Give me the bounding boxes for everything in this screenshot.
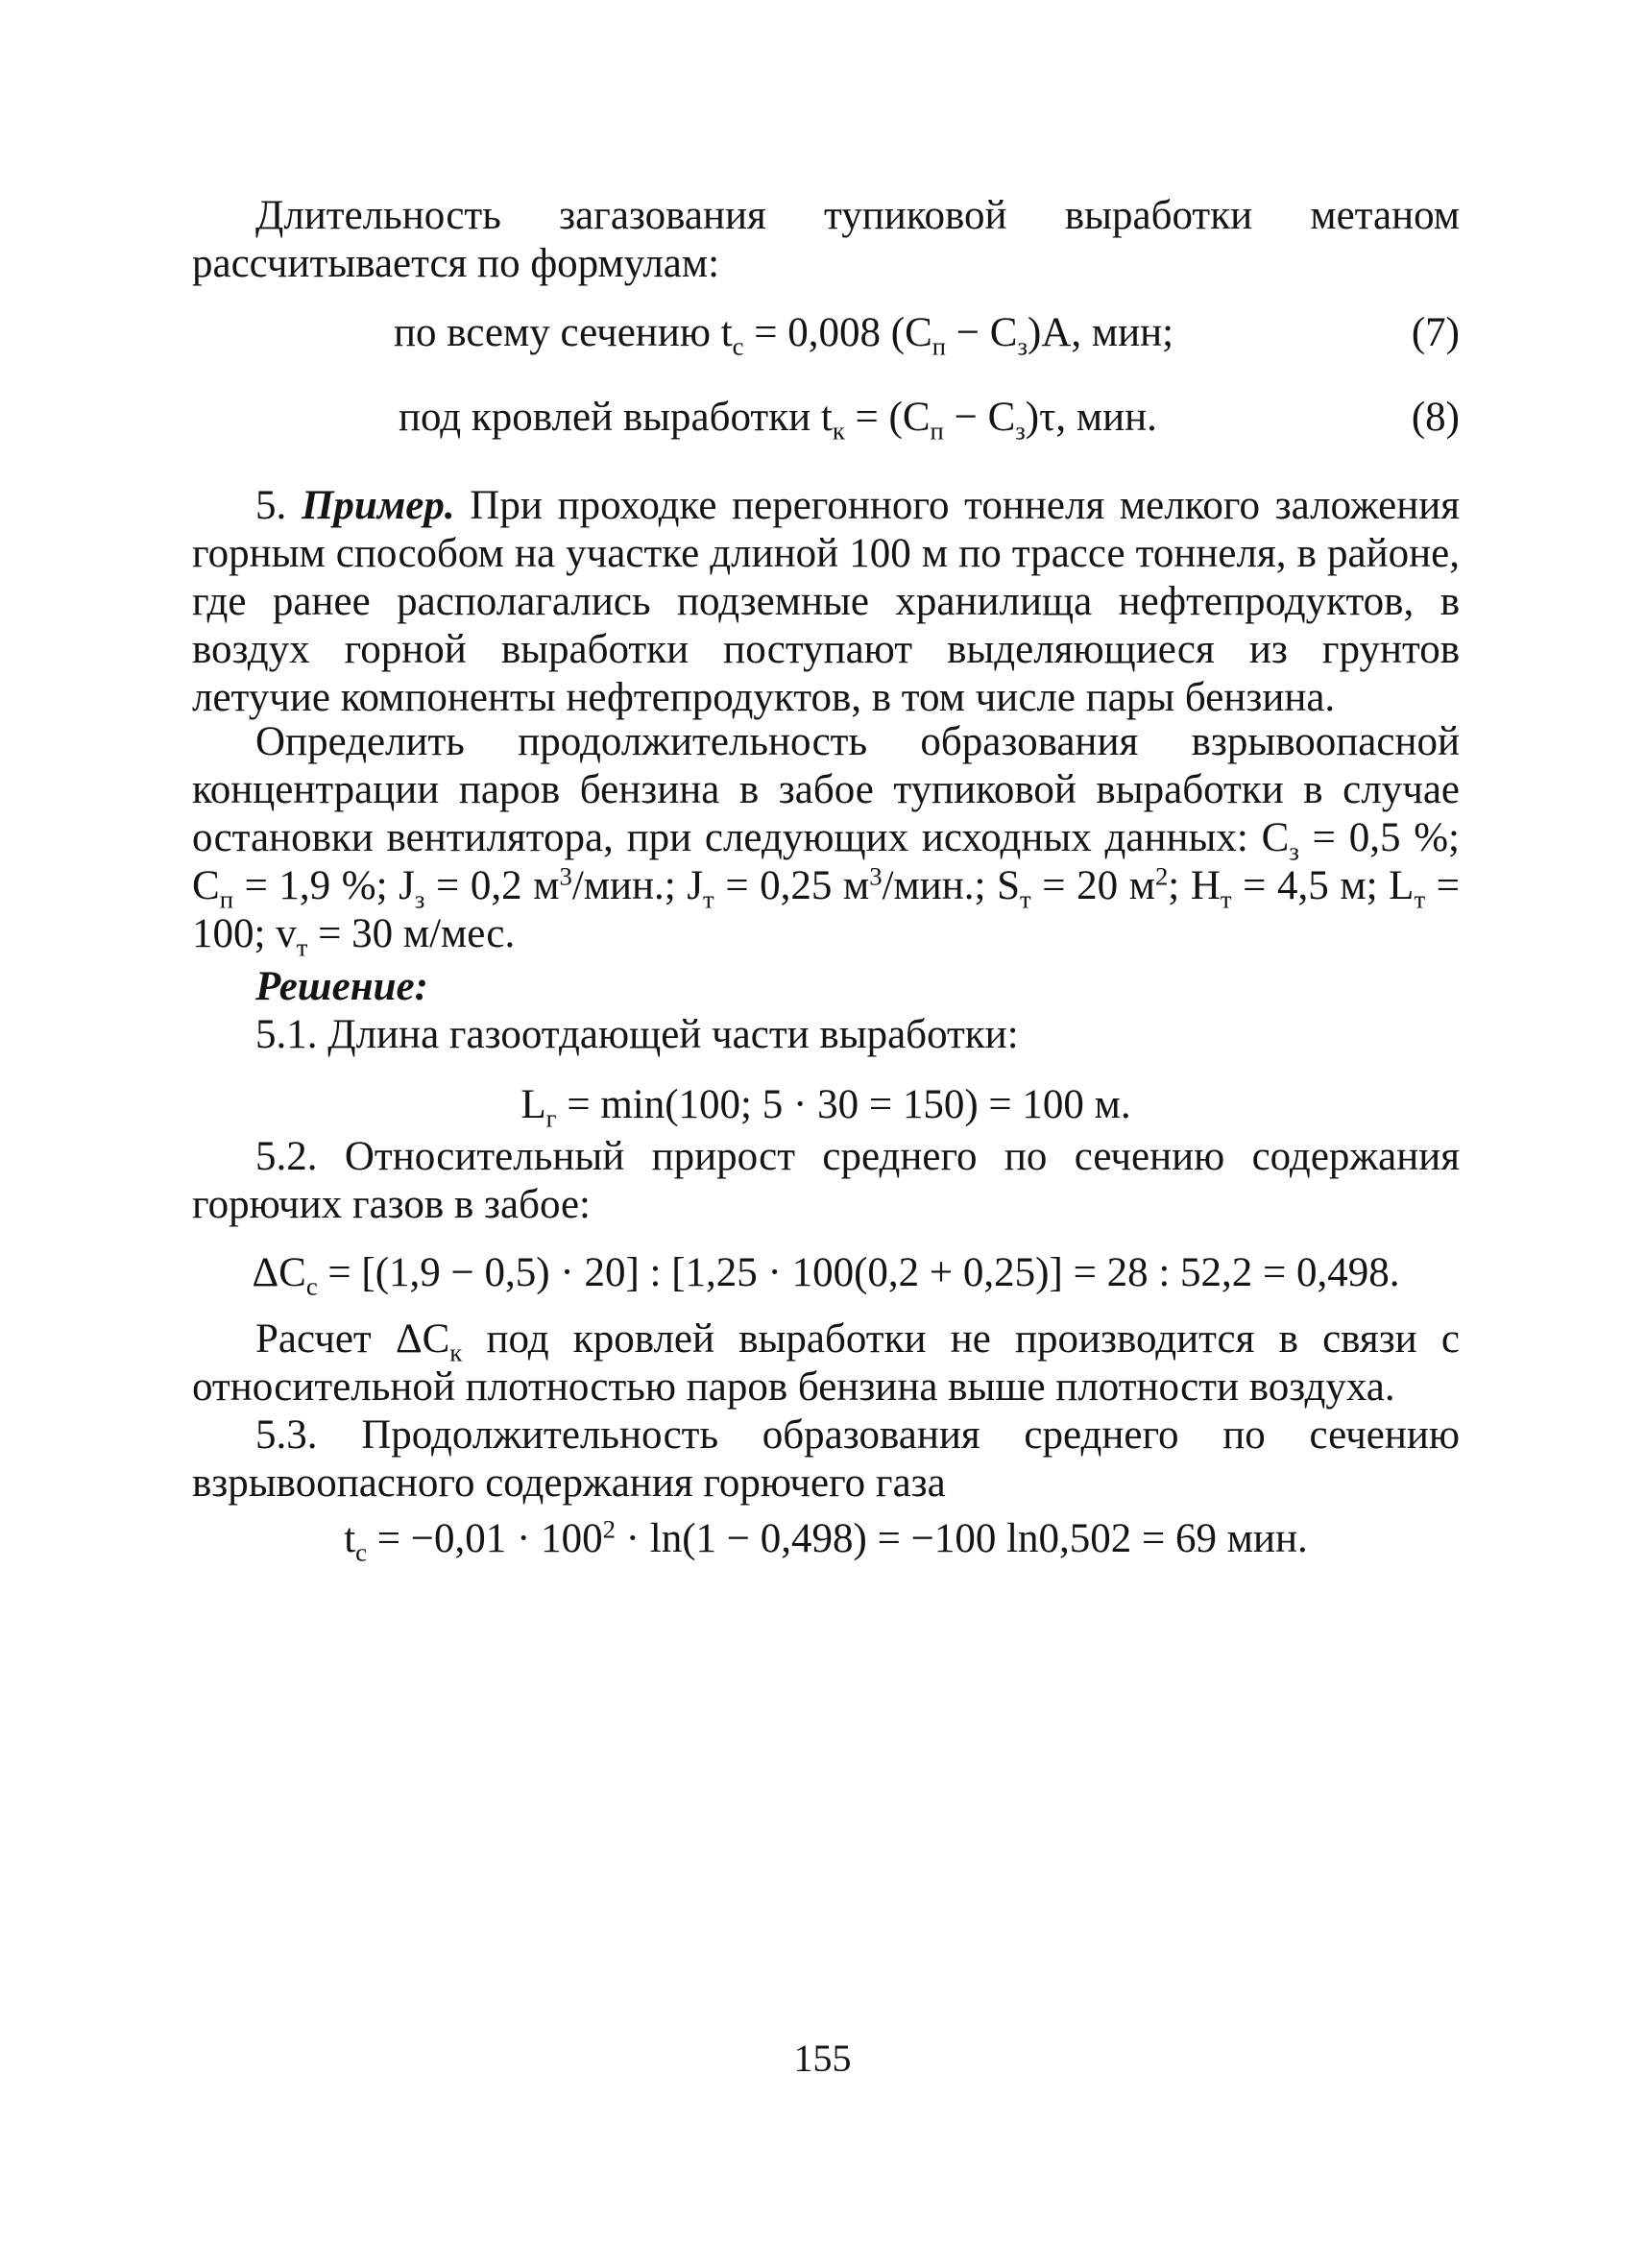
example-label: Пример. bbox=[301, 483, 455, 528]
solution-heading: Решение: bbox=[255, 964, 428, 1009]
formula-7-number: (7) bbox=[1411, 310, 1460, 355]
intro-paragraph: Длительность загазования тупиковой выработки метаном рассчитывается по формулам: bbox=[192, 193, 1460, 286]
formula-7-expression: по всему сечению $t_c = 0,008$ $(C_п - C_з)A$, мин; bbox=[394, 310, 1174, 361]
step-5-1-title: 5.1. Длина газоотдающей части выработки: bbox=[255, 1012, 1019, 1057]
step-5-2-formula: $\Delta C_с = [(1,9 - 0,5) \cdot 20]$ : [1,25 · 100(0,2 + 0,25)] = 28 : 52,2 = 0,498. bbox=[252, 1250, 1400, 1301]
formula-8-expression: под кровлей выработки $t_к = (C_п - C_з)\tau$, мин. bbox=[399, 395, 1157, 446]
formula-8 bbox=[192, 394, 1460, 446]
step-5-1-formula: $L_г = \min(100$; 5 · 30 = 150) = 100 м. bbox=[520, 1082, 1131, 1133]
formula-8-number: (8) bbox=[1411, 395, 1460, 440]
step-5-2-title: 5.2. Относительный прирост среднего по сечению содержания горючих газов в забое: bbox=[192, 1134, 1460, 1227]
step-5-3-title: 5.3. Продолжительность образования среднего по сечению взрывоопасного содержания горючего газа bbox=[192, 1412, 1460, 1506]
page-number: 155 bbox=[793, 2037, 852, 2080]
step-5-3-formula: $t_с = -0,01 \cdot 100^2 \cdot \ln(1 - 0,498) = -100$ ln0,502 = 69 мин. bbox=[344, 1514, 1308, 1567]
note-paragraph: Расчет $\Delta C_к$ под кровлей выработки не производится в связи с относительной плотностью паров бензина выше плотности воздуха. bbox=[192, 1316, 1460, 1410]
task-paragraph: Определить продолжительность образования взрывоопасной концентрации паров бензина в забое тупиковой выработки в случае остановки вентилятора, при следующих исходных данных: $C_з = 0,5$ %; $C_п = 1,9$ %; $J_з = 0,2$ $м^3$/мин.; $J_т = 0,25$ $м^3$/мин.; $S_т = 20$ $м^2$; $H_т = 4,5$ м; $L_т = 100$; $v_т = 30$ м/мес. bbox=[192, 719, 1460, 962]
formula-8-label: под кровлей выработки bbox=[399, 395, 811, 440]
formula-7-label: по всему сечению bbox=[394, 310, 711, 355]
formula-7 bbox=[192, 309, 1460, 361]
example-paragraph: 5. Пример. При проходке перегонного тоннеля мелкого заложения горным способом на участке длиной 100 м по трассе тоннеля, в районе, где ранее располагались подземные хранилища нефтепродуктов, в воздух горной выработки поступают выделяющиеся из грунтов летучие компоненты нефтепродуктов, в том числе пары бензина. bbox=[192, 483, 1461, 720]
